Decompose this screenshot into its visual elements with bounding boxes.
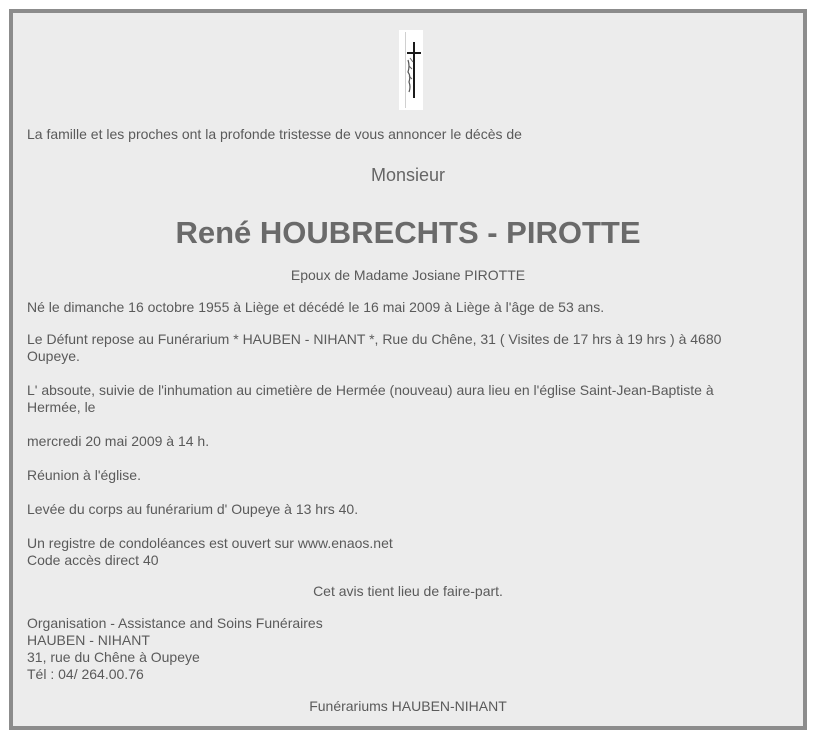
org-line-1: Organisation - Assistance and Soins Funéraires — [27, 615, 323, 631]
reunion-text: Réunion à l'église. — [27, 467, 141, 483]
registre-line-1: Un registre de condoléances est ouvert sur www.enaos.net — [27, 535, 393, 551]
levee-text: Levée du corps au funérarium d' Oupeye à 13 hrs 40. — [27, 501, 359, 517]
deceased-name: René HOUBRECHTS - PIROTTE — [175, 215, 641, 250]
rest-line-1: Le Défunt repose au Funérarium * HAUBEN - NIHANT *, Rue du Chêne, 31 ( Visites de 17 hrs à 19 hrs ) à 4680 — [27, 331, 722, 347]
org-line-2: HAUBEN - NIHANT — [27, 632, 150, 648]
absoute-paragraph — [27, 382, 787, 416]
cross-icon — [399, 30, 423, 110]
registre-line-2: Code accès direct 40 — [27, 552, 159, 568]
footer-text: Funérariums HAUBEN-NIHANT — [309, 698, 507, 714]
org-line-4: Tél : 04/ 264.00.76 — [27, 666, 144, 682]
rest-line-2: Oupeye. — [27, 348, 80, 364]
faire-part-text: Cet avis tient lieu de faire-part. — [313, 583, 503, 599]
absoute-line-2: Hermée, le — [27, 399, 96, 415]
org-line-3: 31, rue du Chêne à Oupeye — [27, 649, 200, 665]
registre-paragraph — [27, 535, 787, 569]
birth-death-text: Né le dimanche 16 octobre 1955 à Liège et décédé le 16 mai 2009 à Liège à l'âge de 53 ans. — [27, 299, 605, 315]
rest-paragraph — [27, 331, 787, 365]
organisation-block — [27, 615, 787, 683]
intro-text: La famille et les proches ont la profonde tristesse de vous annoncer le décès de — [27, 126, 522, 142]
ceremony-date: mercredi 20 mai 2009 à 14 h. — [27, 433, 210, 449]
absoute-line-1: L' absoute, suivie de l'inhumation au cimetière de Hermée (nouveau) aura lieu en l'église Saint-Jean-Baptiste à — [27, 382, 714, 398]
spouse-text: Epoux de Madame Josiane PIROTTE — [290, 267, 526, 283]
honorific: Monsieur — [370, 165, 446, 185]
death-notice — [9, 9, 807, 730]
